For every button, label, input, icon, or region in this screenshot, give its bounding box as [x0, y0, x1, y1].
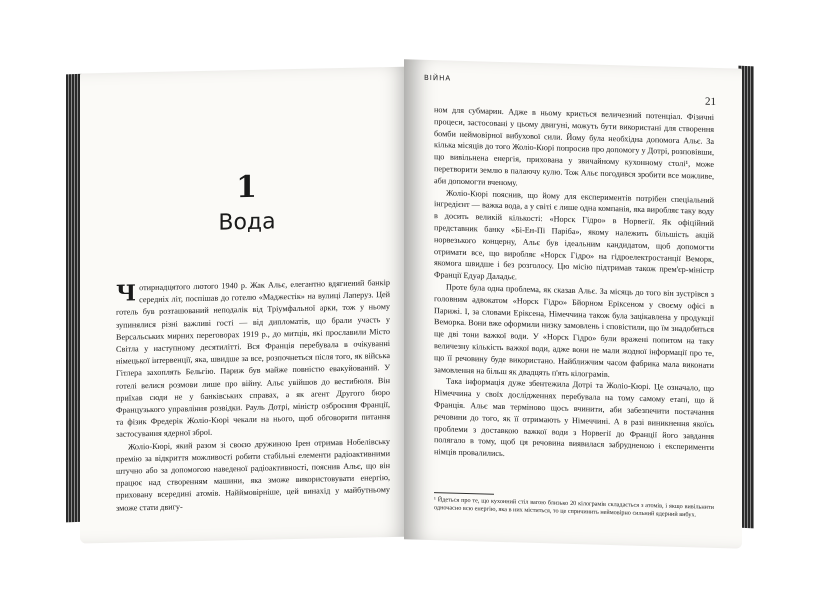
paragraph: ном для субмарин. Адже в ньому криється величезний потенціал. Фізичні процеси, застосовані у цьому двигуні, можуть бути використані для створення бомби неймовірної вибухової сили. Йому була необхідна допомога Альє. За кілька місяців до того Жоліо-Кюрі попросив про допомогу у Дотрі, розповівши, що вивільнена енергія, прихована у звичайному кухонному столі¹, може перетворити землю в палаючу кулю. Тож Альє погодився зробити все можливе, аби допомогти вченому. [434, 105, 714, 188]
chapter-number: 1 [236, 169, 258, 206]
paragraph: Проте була одна проблема, як сказав Альє. За місяць до того він зустрівся з головним адвокатом «Норск Гідро» Бйорном Еріксеном у своєму офісі в Парижі. І, за словами Еріксена, Німеччина також була зацікавлена у продукції Веморка. Вони вже оформили низку замовлень і сповістили, що їм знадобиться ще дві тони важкої води. У «Норск Гідро» були вражені попитом на таку величезну кількість важкої води, адже вони не мали жодної інформації про те, що її речовину буде використано. Найближчим часом фабрика мала виконати замовлення на більш як двадцять п'ять кілограмів. [434, 282, 714, 379]
right-page-body [434, 104, 714, 466]
running-head: ВІЙНА [424, 73, 452, 83]
footnote: ¹ Йдеться про те, що кухонний стіл вагою близько 20 кілограмів складається з атомів, і якщо вивільнити одночасно всю енергію, яка в них міститься, то це спричинить неймовірно сильний ядерний вибух. [434, 496, 714, 519]
left-page-body [116, 277, 390, 515]
paragraph [116, 277, 390, 441]
paragraph: Жоліо-Кюрі, який разом зі своєю дружиною Ірен отримав Нобелівську премію за відкриття можливості робити стабільні елементи радіоактивними штучно або за допомогою наведеної радіоактивності, пояснив Альє, що він працює над створенням машини, яка зможе використовувати енергію, приховану всередині атомів. Найймовірніше, цей винахід у майбутньому зможе стати двигу- [116, 436, 390, 513]
paragraph: Така інформація дуже збентежила Дотрі та Жоліо-Кюрі. Це означало, що Німеччина у своїх дослідженнях перебувала на тому самому етапі, що й Франція. Альє мав терміново щось вчинити, аби забезпечити постачання речовини до того, як її отримають у Німеччині. А в разі виникнення якоїсь проблеми з доставкою важкої води з Норвегії до Франції його завдання полягало в тому, щоб ця речовина виявилася забрудненою і експерименти німців провалились. [434, 376, 714, 459]
left-page [80, 67, 414, 544]
chapter-title: Вода [218, 209, 276, 236]
footnote-divider [434, 492, 494, 495]
right-page [404, 59, 742, 548]
drop-cap: Ч [116, 280, 137, 307]
page-number: 21 [705, 95, 716, 108]
paragraph-text: отирнадцятого лютого 1940 р. Жак Альє, елегантно вдягнений банкір середніх літ, поспішав до готелю «Маджестік» на вулиці Лаперуз. Цей готель був розташований неподалік від Тріумфальної арки, тож у ньому зупинялися різні важливі гості — від дипломатів, що брали участь у Версальських мирних переговорах 1919 р., до митців, які прославили Місто Світла у наступному десятилітті. Вся Франція перебувала в очікуванні німецької інтервенції, яка, швидше за все, розпочнеться після того, як війська Гітлера захоплять Бельгію. Париж був майже повністю евакуйований. У готелі велися розмови лише про війну. Альє увійшов до вестибюля. Він приїхав сюди не у банківських справах, а як агент Другого бюро Французького управління розвідки. Рауль Дотрі, міністр озброєння Франції, та фізик Фредерік Жоліо-Кюрі чекали на нього, щоб обговорити питання застосування ядерної зброї. [116, 278, 390, 440]
paragraph: Жоліо-Кюрі пояснив, що йому для експериментів потрібен спеціальний інгредієнт — важка вода, а у світі є лише одна компанія, яка виробляє таку воду в досить великій кількості: «Норск Гідро» в Норвегії. Як офіційний представник банку «Бі-Ен-Пі Паріба», якому належить більшість акцій норвезького концерну, Альє був ідеальним кандидатом, щоб допомогти отримати все, що виробляє «Норск Гідро» на гідроелектростанції Веморк, якомога швидше і без розголосу. Цю місію підтримав також прем'єр-міністр Франції Едуар Даладьє. [434, 188, 714, 282]
